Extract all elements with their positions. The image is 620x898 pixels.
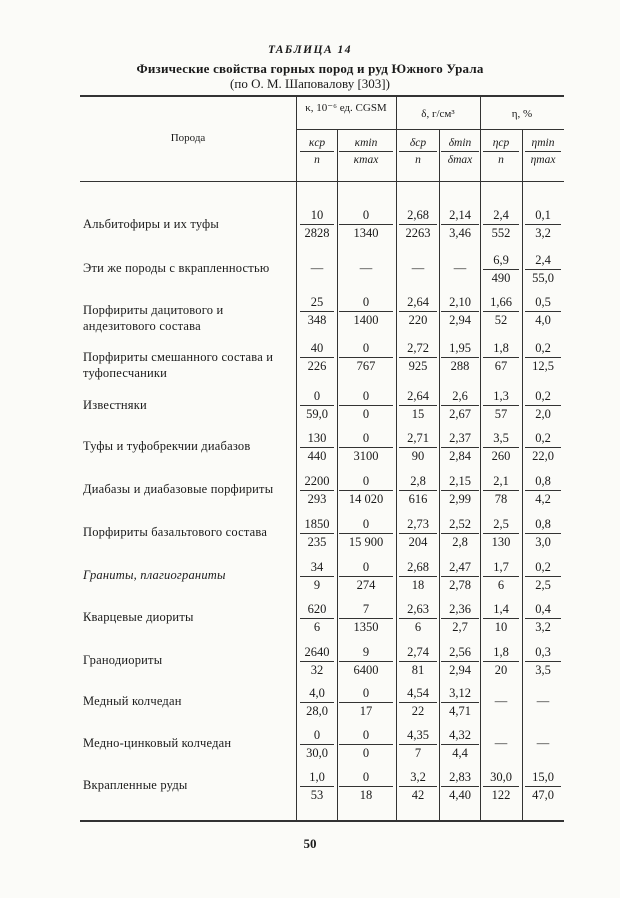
rock-name: Кварцевые диориты xyxy=(83,610,194,624)
table-cell xyxy=(339,431,393,464)
subheader-1 xyxy=(300,137,334,166)
table-cell xyxy=(300,645,334,678)
bottom-rule xyxy=(80,820,564,822)
cell-denominator: 2,78 xyxy=(449,578,471,592)
table-cell xyxy=(441,560,479,593)
cell-numerator: 2,5 xyxy=(483,517,519,534)
cell-numerator: 1850 xyxy=(300,517,334,534)
table-cell xyxy=(399,560,437,593)
delta-group-header: δ, г/см³ xyxy=(421,108,455,120)
cell-denominator: 767 xyxy=(356,359,376,373)
cell-numerator: 1,8 xyxy=(483,341,519,358)
table-cell xyxy=(525,645,561,678)
table-cell xyxy=(441,431,479,464)
cell-denominator: 30,0 xyxy=(306,746,328,760)
cell-numerator: 0 xyxy=(339,208,393,225)
cell-numerator: 2,8 xyxy=(399,474,437,491)
cell-numerator: 2,74 xyxy=(399,645,437,662)
table-label: ТАБЛИЦА 14 xyxy=(267,44,353,56)
table-cell xyxy=(339,728,393,761)
table-cell xyxy=(483,431,519,464)
cell-numerator: 30,0 xyxy=(483,770,519,787)
subheader-denominator: n xyxy=(415,154,421,166)
table-cell xyxy=(339,208,393,241)
col-rule xyxy=(337,130,338,820)
cell-denominator: 42 xyxy=(411,788,425,802)
cell-numerator: 25 xyxy=(300,295,334,312)
cell-numerator: 0,8 xyxy=(525,474,561,491)
cell-denominator: 3100 xyxy=(353,449,379,463)
cell-numerator: 0 xyxy=(339,560,393,577)
cell-numerator: 130 xyxy=(300,431,334,448)
cell-denominator: 552 xyxy=(491,226,511,240)
table-cell xyxy=(339,341,393,374)
cell-numerator: 2,10 xyxy=(441,295,479,312)
cell-denominator: 3,2 xyxy=(535,620,551,634)
table-cell xyxy=(339,686,393,719)
table-cell xyxy=(525,517,561,550)
cell-numerator: 0 xyxy=(339,474,393,491)
cell-denominator: 235 xyxy=(307,535,327,549)
empty-cell-dash: — xyxy=(310,261,324,275)
cell-denominator: 57 xyxy=(494,407,508,421)
table-cell xyxy=(300,517,334,550)
cell-numerator: 2,15 xyxy=(441,474,479,491)
cell-numerator: 2,47 xyxy=(441,560,479,577)
cell-numerator: 620 xyxy=(300,602,334,619)
rock-name: Гранодиориты xyxy=(83,653,163,667)
table-cell xyxy=(300,341,334,374)
cell-denominator: 274 xyxy=(356,578,376,592)
rock-name: Туфы и туфобрекчии диабазов xyxy=(83,439,251,453)
rock-name: Граниты, плагиограниты xyxy=(83,568,226,582)
cell-numerator: 0,8 xyxy=(525,517,561,534)
cell-denominator: 2,8 xyxy=(452,535,468,549)
cell-numerator: 4,32 xyxy=(441,728,479,745)
cell-numerator: 2,52 xyxy=(441,517,479,534)
cell-denominator: 10 xyxy=(494,620,508,634)
table-cell xyxy=(339,389,393,422)
cell-denominator: 4,4 xyxy=(452,746,468,760)
cell-denominator: 490 xyxy=(491,271,511,285)
subheader-numerator: ηmin xyxy=(525,137,561,152)
cell-numerator: 34 xyxy=(300,560,334,577)
cell-denominator: 7 xyxy=(414,746,422,760)
empty-cell-dash: — xyxy=(494,736,508,750)
subheader-5 xyxy=(483,137,519,166)
cell-numerator: 4,0 xyxy=(300,686,334,703)
subheader-2 xyxy=(339,137,393,166)
cell-numerator: 1,8 xyxy=(483,645,519,662)
cell-denominator: 59,0 xyxy=(306,407,328,421)
table-cell xyxy=(483,602,519,635)
cell-denominator: 260 xyxy=(491,449,511,463)
cell-denominator: 81 xyxy=(411,663,425,677)
table-cell xyxy=(399,728,437,761)
cell-numerator: 2,68 xyxy=(399,208,437,225)
empty-cell-dash: — xyxy=(453,261,467,275)
table-cell xyxy=(441,602,479,635)
table-cell xyxy=(483,645,519,678)
cell-numerator: 2,64 xyxy=(399,389,437,406)
table-cell xyxy=(300,728,334,761)
table-cell xyxy=(525,602,561,635)
cell-numerator: 0,2 xyxy=(525,560,561,577)
rock-name: Порфириты смешанного состава и туфопесчаники xyxy=(83,350,274,380)
table-cell xyxy=(483,253,519,286)
cell-numerator: 3,5 xyxy=(483,431,519,448)
cell-numerator: 0 xyxy=(339,341,393,358)
cell-numerator: 2200 xyxy=(300,474,334,491)
table-cell xyxy=(483,517,519,550)
cell-numerator: 0,5 xyxy=(525,295,561,312)
cell-denominator: 2,94 xyxy=(449,663,471,677)
cell-numerator: 2,73 xyxy=(399,517,437,534)
cell-numerator: 0 xyxy=(339,517,393,534)
table-cell xyxy=(525,341,561,374)
table-cell xyxy=(441,389,479,422)
cell-numerator: 2,1 xyxy=(483,474,519,491)
subheader-numerator: δmin xyxy=(441,137,479,152)
subheader-denominator: δmax xyxy=(447,154,473,166)
table-cell xyxy=(483,770,519,803)
rock-name: Альбитофиры и их туфы xyxy=(83,217,219,231)
subheader-numerator: κcp xyxy=(300,137,334,152)
cell-numerator: 40 xyxy=(300,341,334,358)
cell-numerator: 2,4 xyxy=(525,253,561,270)
table-subtitle: (по О. М. Шаповалову [303]) xyxy=(230,76,390,91)
cell-numerator: 1,3 xyxy=(483,389,519,406)
subheader-4 xyxy=(441,137,479,166)
rock-name: Медно-цинковый колчедан xyxy=(83,736,232,750)
cell-numerator: 0 xyxy=(339,728,393,745)
table-cell xyxy=(441,341,479,374)
cell-numerator: 1,66 xyxy=(483,295,519,312)
table-cell xyxy=(483,560,519,593)
empty-cell-dash: — xyxy=(494,694,508,708)
cell-denominator: 122 xyxy=(491,788,511,802)
table-cell xyxy=(300,686,334,719)
table-cell xyxy=(525,770,561,803)
cell-denominator: 17 xyxy=(359,704,373,718)
rock-name: Порфириты дацитового и андезитового состава xyxy=(83,303,224,333)
cell-numerator: 6,9 xyxy=(483,253,519,270)
cell-denominator: 0 xyxy=(362,407,370,421)
cell-numerator: 0 xyxy=(300,728,334,745)
table-cell xyxy=(399,389,437,422)
rock-name: Диабазы и диабазовые порфириты xyxy=(83,482,274,496)
table-cell xyxy=(399,770,437,803)
cell-denominator: 4,2 xyxy=(535,492,551,506)
table-cell xyxy=(339,602,393,635)
empty-cell-dash: — xyxy=(536,694,550,708)
empty-cell-dash: — xyxy=(359,261,373,275)
rock-name: Медный колчедан xyxy=(83,694,182,708)
cell-denominator: 9 xyxy=(313,578,321,592)
cell-numerator: 0 xyxy=(339,295,393,312)
cell-numerator: 3,2 xyxy=(399,770,437,787)
page-number: 50 xyxy=(303,836,317,851)
table-cell xyxy=(483,389,519,422)
cell-denominator: 925 xyxy=(408,359,428,373)
cell-denominator: 1400 xyxy=(353,313,379,327)
table-cell xyxy=(399,517,437,550)
cell-denominator: 2263 xyxy=(405,226,431,240)
col-rule xyxy=(296,96,297,820)
col-rule xyxy=(396,96,397,820)
table-cell xyxy=(339,560,393,593)
table-cell xyxy=(441,645,479,678)
cell-denominator: 3,46 xyxy=(449,226,471,240)
table-cell xyxy=(399,208,437,241)
table-cell xyxy=(399,341,437,374)
cell-numerator: 2,83 xyxy=(441,770,479,787)
cell-denominator: 2,5 xyxy=(535,578,551,592)
subheader-numerator: κmin xyxy=(339,137,393,152)
cell-numerator: 1,4 xyxy=(483,602,519,619)
empty-cell-dash: — xyxy=(411,261,425,275)
cell-numerator: 2,68 xyxy=(399,560,437,577)
table-cell xyxy=(441,686,479,719)
table-cell xyxy=(525,208,561,241)
table-cell xyxy=(525,389,561,422)
cell-denominator: 293 xyxy=(307,492,327,506)
table-cell xyxy=(483,474,519,507)
cell-numerator: 2,56 xyxy=(441,645,479,662)
table-cell xyxy=(483,341,519,374)
subheader-denominator: n xyxy=(498,154,504,166)
subheader-denominator: ηmax xyxy=(530,154,556,166)
cell-denominator: 67 xyxy=(494,359,508,373)
cell-denominator: 22 xyxy=(411,704,425,718)
cell-denominator: 32 xyxy=(310,663,324,677)
cell-denominator: 4,0 xyxy=(535,313,551,327)
cell-numerator: 2,14 xyxy=(441,208,479,225)
cell-denominator: 6400 xyxy=(353,663,379,677)
cell-numerator: 2,71 xyxy=(399,431,437,448)
table-cell xyxy=(441,208,479,241)
rock-name: Порфириты базальтового состава xyxy=(83,525,268,539)
cell-numerator: 2,36 xyxy=(441,602,479,619)
kappa-group-header: κ, 10⁻⁶ ед. CGSM xyxy=(305,102,387,114)
rock-column-header: Порода xyxy=(170,132,206,144)
cell-numerator: 1,0 xyxy=(300,770,334,787)
table-cell xyxy=(300,770,334,803)
table-cell xyxy=(399,474,437,507)
table-cell xyxy=(300,602,334,635)
table-cell xyxy=(441,295,479,328)
empty-cell-dash: — xyxy=(536,736,550,750)
cell-numerator: 0 xyxy=(339,389,393,406)
cell-numerator: 7 xyxy=(339,602,393,619)
table-cell xyxy=(339,645,393,678)
table-cell xyxy=(525,474,561,507)
col-rule xyxy=(480,96,481,820)
cell-denominator: 6 xyxy=(497,578,505,592)
table-cell xyxy=(525,295,561,328)
table-cell xyxy=(399,431,437,464)
cell-denominator: 6 xyxy=(313,620,321,634)
cell-denominator: 3,0 xyxy=(535,535,551,549)
table-cell xyxy=(300,208,334,241)
cell-numerator: 3,12 xyxy=(441,686,479,703)
cell-numerator: 0 xyxy=(339,770,393,787)
cell-denominator: 348 xyxy=(307,313,327,327)
cell-denominator: 130 xyxy=(491,535,511,549)
cell-denominator: 226 xyxy=(307,359,327,373)
table-cell xyxy=(525,431,561,464)
table-cell xyxy=(441,728,479,761)
cell-numerator: 2,63 xyxy=(399,602,437,619)
cell-numerator: 1,7 xyxy=(483,560,519,577)
cell-numerator: 2,6 xyxy=(441,389,479,406)
table-cell xyxy=(483,208,519,241)
cell-denominator: 55,0 xyxy=(532,271,554,285)
cell-denominator: 1340 xyxy=(353,226,379,240)
cell-denominator: 90 xyxy=(411,449,425,463)
subheader-3 xyxy=(399,137,437,166)
cell-denominator: 2,67 xyxy=(449,407,471,421)
table-cell xyxy=(300,295,334,328)
subheader-denominator: κmax xyxy=(353,154,379,166)
rock-name: Эти же породы с вкрапленностью xyxy=(83,261,270,275)
cell-numerator: 4,35 xyxy=(399,728,437,745)
table-cell xyxy=(300,389,334,422)
cell-numerator: 1,95 xyxy=(441,341,479,358)
cell-denominator: 6 xyxy=(414,620,422,634)
cell-numerator: 0,2 xyxy=(525,341,561,358)
cell-denominator: 52 xyxy=(494,313,508,327)
subheader-numerator: ηcp xyxy=(483,137,519,152)
cell-numerator: 2,64 xyxy=(399,295,437,312)
table-cell xyxy=(300,474,334,507)
cell-numerator: 4,54 xyxy=(399,686,437,703)
cell-denominator: 220 xyxy=(408,313,428,327)
cell-numerator: 2,4 xyxy=(483,208,519,225)
table-cell xyxy=(441,770,479,803)
cell-denominator: 78 xyxy=(494,492,508,506)
top-rule xyxy=(80,95,564,97)
cell-denominator: 2,94 xyxy=(449,313,471,327)
cell-denominator: 2,84 xyxy=(449,449,471,463)
table-cell xyxy=(399,295,437,328)
table-cell xyxy=(339,295,393,328)
cell-denominator: 20 xyxy=(494,663,508,677)
cell-denominator: 47,0 xyxy=(532,788,554,802)
rock-name: Вкрапленные руды xyxy=(83,778,188,792)
cell-numerator: 10 xyxy=(300,208,334,225)
cell-numerator: 0 xyxy=(339,431,393,448)
cell-numerator: 0,2 xyxy=(525,389,561,406)
cell-numerator: 0 xyxy=(339,686,393,703)
cell-denominator: 288 xyxy=(450,359,470,373)
cell-denominator: 3,5 xyxy=(535,663,551,677)
cell-numerator: 15,0 xyxy=(525,770,561,787)
subheader-denominator: n xyxy=(314,154,320,166)
cell-numerator: 0,4 xyxy=(525,602,561,619)
cell-denominator: 2,0 xyxy=(535,407,551,421)
cell-denominator: 0 xyxy=(362,746,370,760)
cell-numerator: 2640 xyxy=(300,645,334,662)
cell-denominator: 14 020 xyxy=(348,492,384,506)
cell-denominator: 53 xyxy=(310,788,324,802)
col-rule xyxy=(439,130,440,820)
cell-numerator: 0 xyxy=(300,389,334,406)
table-cell xyxy=(339,474,393,507)
table-cell xyxy=(339,517,393,550)
header-bottom-rule xyxy=(80,181,564,182)
col-rule xyxy=(522,130,523,820)
cell-denominator: 3,2 xyxy=(535,226,551,240)
cell-numerator: 2,37 xyxy=(441,431,479,448)
cell-denominator: 2828 xyxy=(304,226,330,240)
table-cell xyxy=(300,560,334,593)
cell-denominator: 4,40 xyxy=(449,788,471,802)
cell-denominator: 2,99 xyxy=(449,492,471,506)
table-cell xyxy=(441,517,479,550)
table-title: Физические свойства горных пород и руд Южного Урала xyxy=(136,61,484,76)
rock-name: Известняки xyxy=(83,398,147,412)
cell-numerator: 0,3 xyxy=(525,645,561,662)
cell-denominator: 204 xyxy=(408,535,428,549)
cell-denominator: 2,7 xyxy=(452,620,468,634)
cell-numerator: 0,2 xyxy=(525,431,561,448)
cell-numerator: 9 xyxy=(339,645,393,662)
eta-group-header: η, % xyxy=(511,108,533,120)
table-cell xyxy=(441,474,479,507)
cell-denominator: 28,0 xyxy=(306,704,328,718)
cell-denominator: 15 900 xyxy=(348,535,384,549)
cell-denominator: 1350 xyxy=(353,620,379,634)
cell-numerator: 0,1 xyxy=(525,208,561,225)
table-cell xyxy=(399,602,437,635)
cell-denominator: 12,5 xyxy=(532,359,554,373)
subheader-numerator: δcp xyxy=(399,137,437,152)
subheader-6 xyxy=(525,137,561,166)
table-cell xyxy=(339,770,393,803)
table-cell xyxy=(525,560,561,593)
cell-denominator: 616 xyxy=(408,492,428,506)
table-cell xyxy=(483,295,519,328)
cell-denominator: 4,71 xyxy=(449,704,471,718)
cell-denominator: 18 xyxy=(411,578,425,592)
table-cell xyxy=(399,645,437,678)
table-cell xyxy=(525,253,561,286)
cell-denominator: 18 xyxy=(359,788,373,802)
table-cell xyxy=(399,686,437,719)
cell-denominator: 22,0 xyxy=(532,449,554,463)
table-cell xyxy=(300,431,334,464)
cell-numerator: 2,72 xyxy=(399,341,437,358)
cell-denominator: 440 xyxy=(307,449,327,463)
cell-denominator: 15 xyxy=(411,407,425,421)
